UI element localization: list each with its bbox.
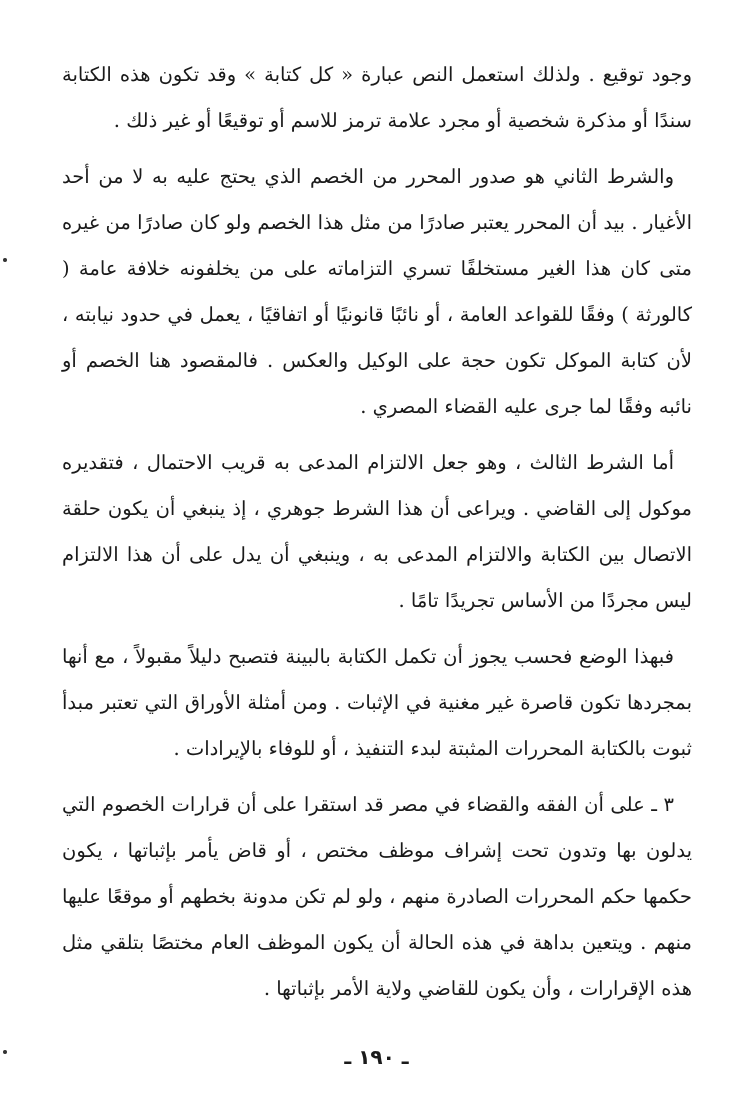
- paragraph-1: وجود توقيع . ولذلك استعمل النص عبارة « كل كتابة » وقد تكون هذه الكتابة سندًا أو مذكرة شخصية أو مجرد علامة ترمز للاسم أو توقيعًا أو غير ذلك .: [62, 63, 692, 132]
- margin-dot-mark: [3, 258, 7, 262]
- paragraph-2: والشرط الثاني هو صدور المحرر من الخصم الذي يحتج عليه به لا من أحد الأغيار . بيد أن المحرر يعتبر صادرًا من مثل هذا الخصم ولو كان صادرًا من غيره متى كان هذا الغير مستخلفًا تسري التزاماته على من يخلفونه خلافة عامة ( كالورثة ) وفقًا للقواعد العامة ، أو نائبًا قانونيًا أو اتفاقيًا ، يعمل في حدود نيابته ، لأن كتابة الموكل تكون حجة على الوكيل والعكس . فالمقصود هنا الخصم أو نائبه وفقًا لما جرى عليه القضاء المصري .: [62, 165, 692, 418]
- paragraph-3: أما الشرط الثالث ، وهو جعل الالتزام المدعى به قريب الاحتمال ، فتقديره موكول إلى القاضي . ويراعى أن هذا الشرط جوهري ، إذ ينبغي أن يكون حلقة الاتصال بين الكتابة والالتزام المدعى به ، وينبغي أن يدل على أن هذا الالتزام ليس مجردًا من الأساس تجريدًا تامًا .: [62, 451, 692, 612]
- page-number: ـ ١٩٠ ـ: [344, 1045, 409, 1069]
- margin-dot-mark: [3, 1050, 7, 1054]
- paragraph-4: فبهذا الوضع فحسب يجوز أن تكمل الكتابة بالبينة فتصبح دليلاً مقبولاً ، مع أنها بمجردها تكون قاصرة غير مغنية في الإثبات . ومن أمثلة الأوراق التي تعتبر مبدأ ثبوت بالكتابة المحررات المثبتة لبدء التنفيذ ، أو للوفاء بالإيرادات .: [62, 645, 692, 760]
- document-page: [62, 52, 692, 1042]
- paragraph-5: ٣ ـ على أن الفقه والقضاء في مصر قد استقرا على أن قرارات الخصوم التي يدلون بها وتدون تحت إشراف موظف مختص ، أو قاض يأمر بإثباتها ، يكون حكمها حكم المحررات الصادرة منهم ، ولو لم تكن مدونة بخطهم أو موقعًا عليها منهم . ويتعين بداهة في هذه الحالة أن يكون الموظف العام مختصًا بتلقي مثل هذه الإقرارات ، وأن يكون للقاضي ولاية الأمر بإثباتها .: [62, 793, 692, 1000]
